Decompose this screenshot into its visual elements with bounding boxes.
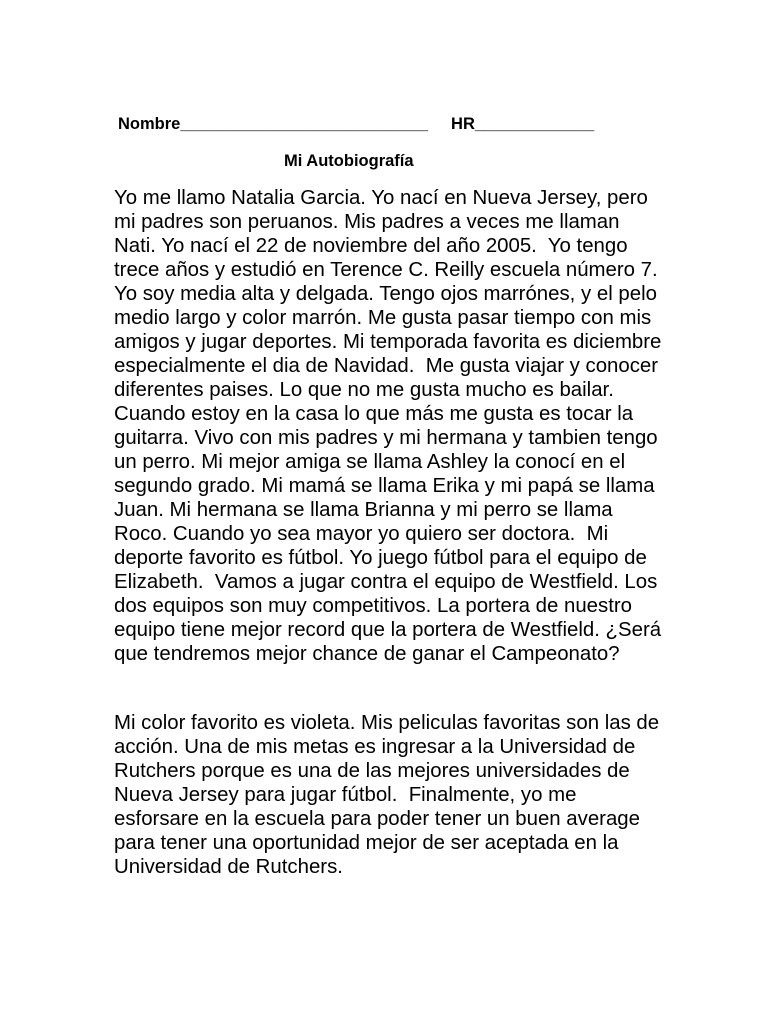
text-line: mi padres son peruanos. Mis padres a veces me llaman bbox=[114, 211, 620, 233]
page-title: Mi Autobiografía bbox=[284, 152, 414, 170]
text-line: Nati. Yo nací el 22 de noviembre del año 2005. Yo tengo bbox=[114, 235, 628, 257]
text-line: Elizabeth. Vamos a jugar contra el equipo de Westfield. Los bbox=[114, 571, 658, 593]
nombre-field: Nombre___________________________ bbox=[118, 115, 429, 133]
text-line: dos equipos son muy competitivos. La portera de nuestro bbox=[114, 595, 632, 617]
text-line: trece años y estudió en Terence C. Reilly escuela número 7. bbox=[114, 259, 658, 281]
header-fields bbox=[118, 114, 594, 134]
text-line: Yo soy media alta y delgada. Tengo ojos marrónes, y el pelo bbox=[114, 283, 657, 305]
text-line: acción. Una de mis metas es ingresar a la Universidad de bbox=[114, 736, 636, 758]
text-line: diferentes paises. Lo que no me gusta mucho es bailar. bbox=[114, 379, 614, 401]
text-line: Mi color favorito es violeta. Mis peliculas favoritas son las de bbox=[114, 712, 660, 734]
text-line: segundo grado. Mi mamá se llama Erika y mi papá se llama bbox=[114, 475, 655, 497]
text-line: Yo me llamo Natalia Garcia. Yo nací en Nueva Jersey, pero bbox=[114, 187, 648, 209]
paragraph-2 bbox=[114, 711, 674, 879]
text-line: Rutchers porque es una de las mejores universidades de bbox=[114, 760, 630, 782]
hr-field: HR_____________ bbox=[451, 115, 595, 133]
text-line: amigos y jugar deportes. Mi temporada favorita es diciembre bbox=[114, 331, 662, 353]
text-line: Nueva Jersey para jugar fútbol. Finalmente, yo me bbox=[114, 784, 577, 806]
text-line: medio largo y color marrón. Me gusta pasar tiempo con mis bbox=[114, 307, 652, 329]
text-line: Universidad de Rutchers. bbox=[114, 856, 343, 878]
text-line: especialmente el dia de Navidad. Me gusta viajar y conocer bbox=[114, 355, 659, 377]
text-line: que tendremos mejor chance de ganar el Campeonato? bbox=[114, 643, 620, 665]
paragraph-1 bbox=[114, 186, 674, 666]
text-line: un perro. Mi mejor amiga se llama Ashley la conocí en el bbox=[114, 451, 626, 473]
text-line: Roco. Cuando yo sea mayor yo quiero ser doctora. Mi bbox=[114, 523, 609, 545]
text-line: Juan. Mi hermana se llama Brianna y mi perro se llama bbox=[114, 499, 613, 521]
text-line: para tener una oportunidad mejor de ser aceptada en la bbox=[114, 832, 619, 854]
text-line: esforsare en la escuela para poder tener un buen average bbox=[114, 808, 640, 830]
text-line: Cuando estoy en la casa lo que más me gusta es tocar la bbox=[114, 403, 634, 425]
text-line: guitarra. Vivo con mis padres y mi hermana y tambien tengo bbox=[114, 427, 658, 449]
text-line: deporte favorito es fútbol. Yo juego fútbol para el equipo de bbox=[114, 547, 647, 569]
text-line: equipo tiene mejor record que la portera de Westfield. ¿Será bbox=[114, 619, 662, 641]
